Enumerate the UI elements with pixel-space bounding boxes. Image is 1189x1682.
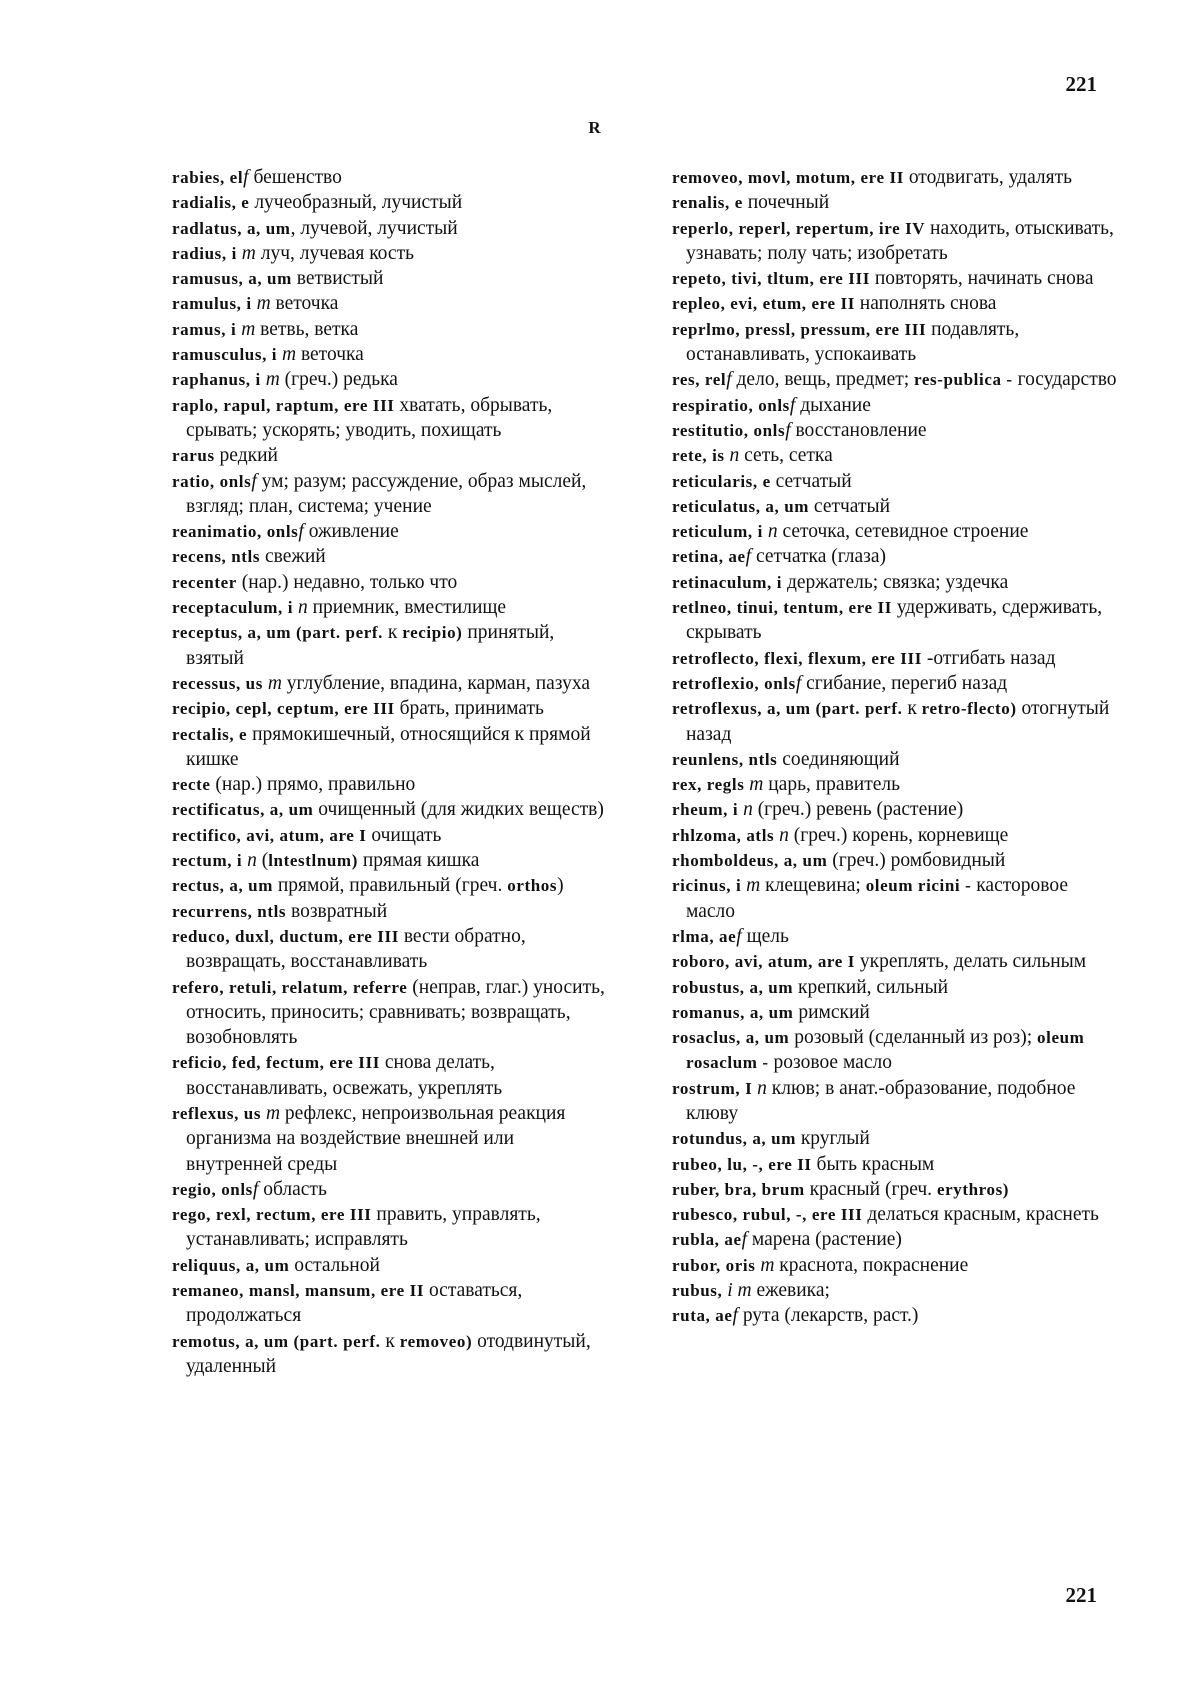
translation: рефлекс, непроизвольная реакция организма на воздействие внешней или внутренней среды	[186, 1102, 566, 1175]
dictionary-entry	[672, 696, 1117, 747]
headword: regio, onls	[172, 1179, 253, 1199]
grammatical-gender: m	[755, 1254, 775, 1276]
dictionary-entry	[172, 443, 612, 468]
dictionary-entry	[172, 722, 612, 773]
headword: restitutio, onls	[672, 420, 786, 440]
headword-extra: res-publica -	[914, 370, 1013, 390]
translation: бешенство	[248, 167, 342, 188]
headword: reanimatio, onls	[172, 522, 299, 542]
translation-extra: государство	[1012, 369, 1117, 391]
translation: остальной	[289, 1254, 380, 1276]
dictionary-entry	[172, 519, 612, 544]
headword: recenter	[172, 572, 237, 592]
dictionary-entry	[172, 873, 612, 898]
headword: res, rel	[672, 370, 727, 390]
translation: сеточка, сетевидное строение	[777, 521, 1029, 543]
translation: быть красным	[811, 1153, 935, 1175]
grammatical-gender: f	[252, 1178, 259, 1200]
translation: лучеобразный, лучистый	[249, 192, 463, 214]
grammatical-gender: m	[261, 1102, 281, 1124]
dictionary-entry	[672, 216, 1117, 267]
translation: ум; разум; рассуждение, образ мыслей, взгляд; план, система; учение	[186, 470, 587, 517]
translation: прямокишечный, относящийся к прямой кишке	[186, 723, 591, 770]
translation: щель	[741, 925, 789, 947]
translation-extra: )	[557, 875, 564, 897]
dictionary-entry	[672, 418, 1117, 443]
headword: ricinus, i	[672, 876, 742, 896]
grammatical-gender: m	[744, 774, 764, 796]
headword: reflexus, us	[172, 1103, 262, 1123]
headword: respiratio, onls	[672, 395, 790, 415]
dictionary-entry	[172, 1329, 612, 1380]
headword: rosaclus, a, um	[672, 1028, 790, 1048]
translation: дело, вещь, предмет;	[731, 369, 915, 391]
dictionary-entry	[172, 1101, 612, 1177]
headword: ramusus, a, um	[172, 269, 292, 289]
translation: сеть, сетка	[739, 445, 833, 467]
headword: reunlens, ntls	[672, 749, 778, 769]
dictionary-entry	[172, 1253, 612, 1278]
grammatical-gender: m	[741, 875, 761, 897]
grammatical-gender: n	[293, 597, 308, 619]
headword-extra: retro-flecto)	[921, 699, 1017, 719]
dictionary-entry	[672, 1076, 1117, 1127]
headword: radlatus, a, um	[172, 218, 291, 238]
headword: rhlzoma, atls	[672, 825, 775, 845]
dictionary-entry	[172, 696, 612, 721]
headword: rarus	[172, 446, 215, 466]
headword: rubor, oris	[672, 1255, 756, 1275]
grammatical-gender: n	[724, 445, 740, 467]
dictionary-entry	[172, 393, 612, 444]
translation: сетчатый	[770, 470, 852, 492]
section-letter-heading: R	[588, 118, 601, 137]
dictionary-entry	[172, 367, 612, 392]
headword: robustus, a, um	[672, 977, 794, 997]
dictionary-entry	[172, 1278, 612, 1329]
dictionary-entry	[672, 1202, 1117, 1227]
grammatical-gender: f	[745, 546, 752, 568]
dictionary-entry	[672, 443, 1117, 468]
dictionary-entry	[672, 1177, 1117, 1202]
grammatical-gender: i m	[722, 1280, 752, 1302]
headword: rubla, ae	[672, 1230, 742, 1250]
translation: красный (греч.	[804, 1178, 937, 1200]
headword: recessus, us	[172, 673, 263, 693]
translation: (нар.) недавно, только что	[236, 571, 458, 593]
dictionary-entry	[672, 595, 1117, 646]
translation: ветвистый	[291, 268, 384, 290]
translation: -отгибать назад	[921, 647, 1056, 669]
translation: к	[383, 622, 403, 644]
headword: refero, retuli, relatum, referre	[172, 977, 408, 997]
page-number-top: 221	[1065, 72, 1097, 96]
dictionary-entry	[172, 190, 612, 215]
translation: веточка	[296, 344, 364, 366]
translation: краснота, покраснение	[774, 1254, 969, 1276]
headword: repleo, evi, etum, ere II	[672, 294, 855, 314]
headword: removeo, movl, motum, ere II	[672, 168, 904, 187]
headword: recens, ntls	[172, 547, 261, 567]
grammatical-gender: n	[738, 799, 753, 821]
headword: rubus,	[672, 1281, 723, 1301]
headword-extra: orthos	[507, 876, 558, 896]
headword: retinaculum, i	[672, 572, 783, 592]
translation: , лучевой, лучистый	[290, 217, 458, 239]
headword-extra: oleum rosaclum -	[686, 1028, 1085, 1073]
headword: roboro, avi, atum, are I	[672, 952, 855, 972]
translation: хватать, обрывать, срывать; ускорять; уводить, похищать	[186, 394, 553, 441]
headword: reprlmo, pressl, pressum, ere III	[672, 319, 927, 339]
dictionary-entry	[172, 216, 612, 241]
translation: приемник, вместилище	[307, 597, 507, 619]
translation: царь, правитель	[763, 774, 901, 796]
grammatical-gender: m	[262, 672, 282, 694]
headword: remotus, a, um (part. perf.	[172, 1331, 381, 1351]
headword: reduco, duxl, ductum, ere III	[172, 926, 399, 946]
headword: rlma, ae	[672, 926, 737, 946]
headword: rotundus, a, um	[672, 1129, 796, 1149]
dictionary-entry	[672, 1227, 1117, 1252]
headword: receptus, a, um (part. perf.	[172, 623, 384, 643]
headword: receptaculum, i	[172, 598, 294, 618]
headword: renalis, e	[672, 193, 743, 213]
headword: reticularis, e	[672, 471, 771, 491]
headword: rabies, el	[172, 168, 244, 187]
translation: ежевика;	[751, 1280, 830, 1302]
grammatical-gender: f	[741, 1229, 748, 1251]
headword-extra: oleum ricini -	[865, 876, 972, 896]
headword-extra: removeo)	[399, 1331, 473, 1351]
translation: держатель; связка; уздечка	[782, 571, 1009, 593]
dictionary-entry	[672, 1000, 1117, 1025]
headword: retroflecto, flexi, flexum, ere III	[672, 648, 922, 668]
translation: веточка	[270, 293, 339, 315]
translation: сетчатый	[809, 495, 891, 517]
translation: повторять, начинать снова	[869, 268, 1094, 290]
translation: (греч.) корень, корневище	[788, 824, 1009, 846]
translation-extra: отодвинутый, удаленный	[186, 1330, 591, 1377]
headword: remaneo, mansl, mansum, ere II	[172, 1281, 425, 1301]
headword: radius, i	[172, 243, 237, 263]
translation: крепкий, сильный	[793, 976, 949, 998]
translation: укреплять, делать сильным	[854, 951, 1087, 973]
translation: марена (растение)	[747, 1229, 902, 1251]
headword: radialis, e	[172, 193, 250, 213]
translation: оживление	[303, 521, 399, 543]
dictionary-entry	[672, 646, 1117, 671]
translation: возвратный	[286, 900, 388, 922]
headword: raplo, rapul, raptum, ere III	[172, 395, 395, 415]
dictionary-entry	[172, 671, 612, 696]
grammatical-gender: m	[260, 369, 280, 391]
headword: rex, regls	[672, 775, 745, 795]
headword: rectum, i	[172, 851, 243, 871]
headword: ramus, i	[172, 319, 237, 339]
dictionary-entry	[672, 772, 1117, 797]
translation: редкий	[214, 445, 278, 467]
translation: вести обратно, возвращать, восстанавливать	[186, 925, 526, 973]
translation: клюв; в анат.-образование, подобное клюву	[686, 1077, 1076, 1124]
right-column	[672, 165, 1117, 1329]
dictionary-entry	[672, 1278, 1117, 1303]
headword: rectificatus, a, um	[172, 800, 314, 820]
dictionary-entry	[672, 975, 1117, 1000]
dictionary-entry	[672, 873, 1117, 924]
translation: соединяющий	[777, 748, 900, 770]
dictionary-entry	[672, 1025, 1117, 1076]
headword: recipio, cepl, ceptum, ere III	[172, 699, 395, 719]
dictionary-entry	[672, 317, 1117, 368]
dictionary-entry	[672, 848, 1117, 873]
headword: retlneo, tinui, tentum, ere II	[672, 598, 892, 618]
headword: retina, ae	[672, 547, 746, 567]
grammatical-gender: f	[789, 394, 796, 416]
translation: снова делать, восстанавливать, освежать, укреплять	[186, 1052, 503, 1099]
dictionary-entry	[172, 544, 612, 569]
dictionary-entry	[172, 823, 612, 848]
headword: ramulus, i	[172, 294, 252, 314]
dictionary-entry	[672, 924, 1117, 949]
dictionary-entry	[672, 1303, 1117, 1328]
grammatical-gender: f	[243, 167, 249, 188]
translation: очищенный (для жидких веществ)	[313, 799, 604, 821]
dictionary-entry	[172, 342, 612, 367]
dictionary-entry	[172, 772, 612, 797]
headword-extra: lntestlnum)	[268, 851, 358, 871]
dictionary-entry	[672, 291, 1117, 316]
dictionary-entry	[172, 975, 612, 1051]
translation: восстановление	[790, 419, 927, 441]
headword: rego, rexl, rectum, ere III	[172, 1205, 372, 1225]
headword: romanus, a, um	[672, 1002, 794, 1022]
translation: круглый	[795, 1128, 870, 1150]
grammatical-gender: n	[774, 824, 789, 846]
translation-extra: принятый, взятый	[186, 622, 555, 669]
headword: ramusculus, i	[172, 345, 278, 365]
translation: рута (лекарств, раст.)	[737, 1305, 919, 1327]
translation: прямой, правильный (греч.	[272, 875, 508, 897]
dictionary-entry	[172, 595, 612, 620]
dictionary-entry	[672, 519, 1117, 544]
dictionary-entry	[672, 544, 1117, 569]
headword: reticulatus, a, um	[672, 496, 810, 516]
translation: (нар.) прямо, правильно	[210, 774, 416, 796]
headword: rhomboldeus, a, um	[672, 851, 828, 871]
translation: клещевина;	[760, 875, 866, 897]
dictionary-entry	[672, 393, 1117, 418]
headword: rostrum, I	[672, 1078, 753, 1098]
headword: rheum, i	[672, 800, 739, 820]
dictionary-entry	[672, 570, 1117, 595]
dictionary-entry	[672, 367, 1117, 392]
grammatical-gender: f	[785, 419, 791, 441]
grammatical-gender: f	[298, 521, 304, 543]
headword: rectus, a, um	[172, 876, 273, 896]
grammatical-gender: m	[236, 242, 256, 264]
dictionary-entry	[172, 848, 612, 873]
translation-extra: отогнутый назад	[686, 698, 1110, 745]
headword: recurrens, ntls	[172, 901, 287, 921]
dictionary-entry	[672, 1126, 1117, 1151]
dictionary-entry	[172, 1177, 612, 1202]
grammatical-gender: f	[795, 672, 802, 694]
grammatical-gender: f	[732, 1305, 738, 1327]
translation: брать, принимать	[394, 698, 544, 720]
translation: к	[902, 698, 922, 720]
grammatical-gender: m	[236, 318, 256, 340]
headword: ruber, bra, brum	[672, 1179, 805, 1199]
translation: отодвигать, удалять	[903, 167, 1073, 188]
translation: сгибание, перегиб назад	[801, 672, 1008, 694]
dictionary-entry	[172, 924, 612, 975]
translation: делаться красным, краснеть	[862, 1204, 1099, 1226]
dictionary-entry	[672, 165, 1117, 190]
grammatical-gender: f	[736, 925, 742, 947]
dictionary-entry	[672, 266, 1117, 291]
grammatical-gender: f	[726, 369, 732, 391]
dictionary-entry	[172, 317, 612, 342]
dictionary-entry	[672, 823, 1117, 848]
translation: свежий	[260, 546, 326, 568]
dictionary-entry	[172, 266, 612, 291]
headword: ratio, onls	[172, 471, 252, 491]
dictionary-entry	[172, 1050, 612, 1101]
headword: rete, is	[672, 446, 725, 466]
translation: к	[380, 1330, 400, 1352]
translation: (греч.) редька	[279, 369, 398, 391]
translation: область	[258, 1178, 327, 1200]
translation: римский	[793, 1001, 870, 1023]
headword: raphanus, i	[172, 370, 261, 390]
translation: дыхание	[795, 394, 871, 416]
translation: ветвь, ветка	[255, 318, 359, 340]
dictionary-entry	[172, 1202, 612, 1253]
headword: rubeo, lu, -, ere II	[672, 1154, 812, 1174]
translation: почечный	[742, 192, 830, 214]
headword-extra: erythros)	[936, 1179, 1010, 1199]
translation: углубление, впадина, карман, пазуха	[281, 672, 590, 694]
translation: луч, лучевая кость	[255, 242, 414, 264]
dictionary-entry	[672, 797, 1117, 822]
translation: оставаться, продолжаться	[186, 1280, 523, 1327]
grammatical-gender: m	[251, 293, 271, 315]
translation: (греч.) ромбовидный	[827, 850, 1006, 872]
dictionary-entry	[172, 165, 612, 190]
translation: (греч.) ревень (растение)	[752, 799, 964, 821]
dictionary-entry	[172, 570, 612, 595]
translation: розовый (сделанный из роз);	[789, 1027, 1038, 1049]
grammatical-gender: m	[277, 344, 297, 366]
translation: сетчатка (глаза)	[751, 546, 886, 568]
dictionary-entry	[172, 291, 612, 316]
dictionary-entry	[672, 949, 1117, 974]
dictionary-entry	[672, 1152, 1117, 1177]
left-column	[172, 165, 612, 1379]
headword: retroflexus, a, um (part. perf.	[672, 699, 903, 719]
dictionary-entry	[672, 747, 1117, 772]
headword: ruta, ae	[672, 1306, 733, 1326]
grammatical-gender: n	[752, 1077, 767, 1099]
dictionary-entry	[172, 469, 612, 520]
page-number-bottom: 221	[1065, 1583, 1097, 1607]
headword: reperlo, reperl, repertum, ire IV	[672, 218, 926, 238]
dictionary-entry	[672, 190, 1117, 215]
translation-extra: прямая кишка	[357, 850, 480, 872]
translation: править, управлять, устанавливать; исправлять	[186, 1204, 541, 1251]
translation: находить, отыскивать, узнавать; полу чать; изобретать	[686, 217, 1114, 264]
grammatical-gender: f	[251, 470, 257, 492]
grammatical-gender: n	[762, 521, 778, 543]
headword: reliquus, a, um	[172, 1255, 290, 1275]
translation-extra: розовое масло	[768, 1052, 892, 1074]
translation-extra: касторовое масло	[686, 875, 1068, 922]
headword: rubesco, rubul, -, ere III	[672, 1205, 863, 1225]
dictionary-entry	[172, 899, 612, 924]
headword: reficio, fed, fectum, ere III	[172, 1053, 380, 1073]
headword: recte	[172, 775, 211, 795]
dictionary-entry	[172, 241, 612, 266]
translation: (	[256, 850, 269, 872]
translation: наполнять снова	[854, 293, 997, 315]
headword: retroflexio, onls	[672, 673, 796, 693]
dictionary-entry	[172, 797, 612, 822]
dictionary-entry	[672, 1253, 1117, 1278]
dictionary-entry	[172, 620, 612, 671]
headword: rectifico, avi, atum, are I	[172, 825, 367, 845]
translation: подавлять, останавливать, успокаивать	[686, 318, 1020, 366]
dictionary-entry	[672, 671, 1117, 696]
dictionary-entry	[672, 469, 1117, 494]
grammatical-gender: n	[242, 850, 257, 872]
headword: rectalis, e	[172, 724, 248, 744]
translation: очищать	[366, 824, 442, 846]
dictionary-entry	[672, 494, 1117, 519]
translation: удерживать, сдерживать, скрывать	[686, 597, 1103, 644]
headword: repeto, tivi, tltum, ere III	[672, 269, 870, 289]
headword-extra: recipio)	[402, 623, 463, 643]
headword: reticulum, i	[672, 522, 763, 542]
translation: (неправ, глаг.) уносить, относить, приносить; сравнивать; возвращать, возобновлять	[186, 976, 605, 1049]
